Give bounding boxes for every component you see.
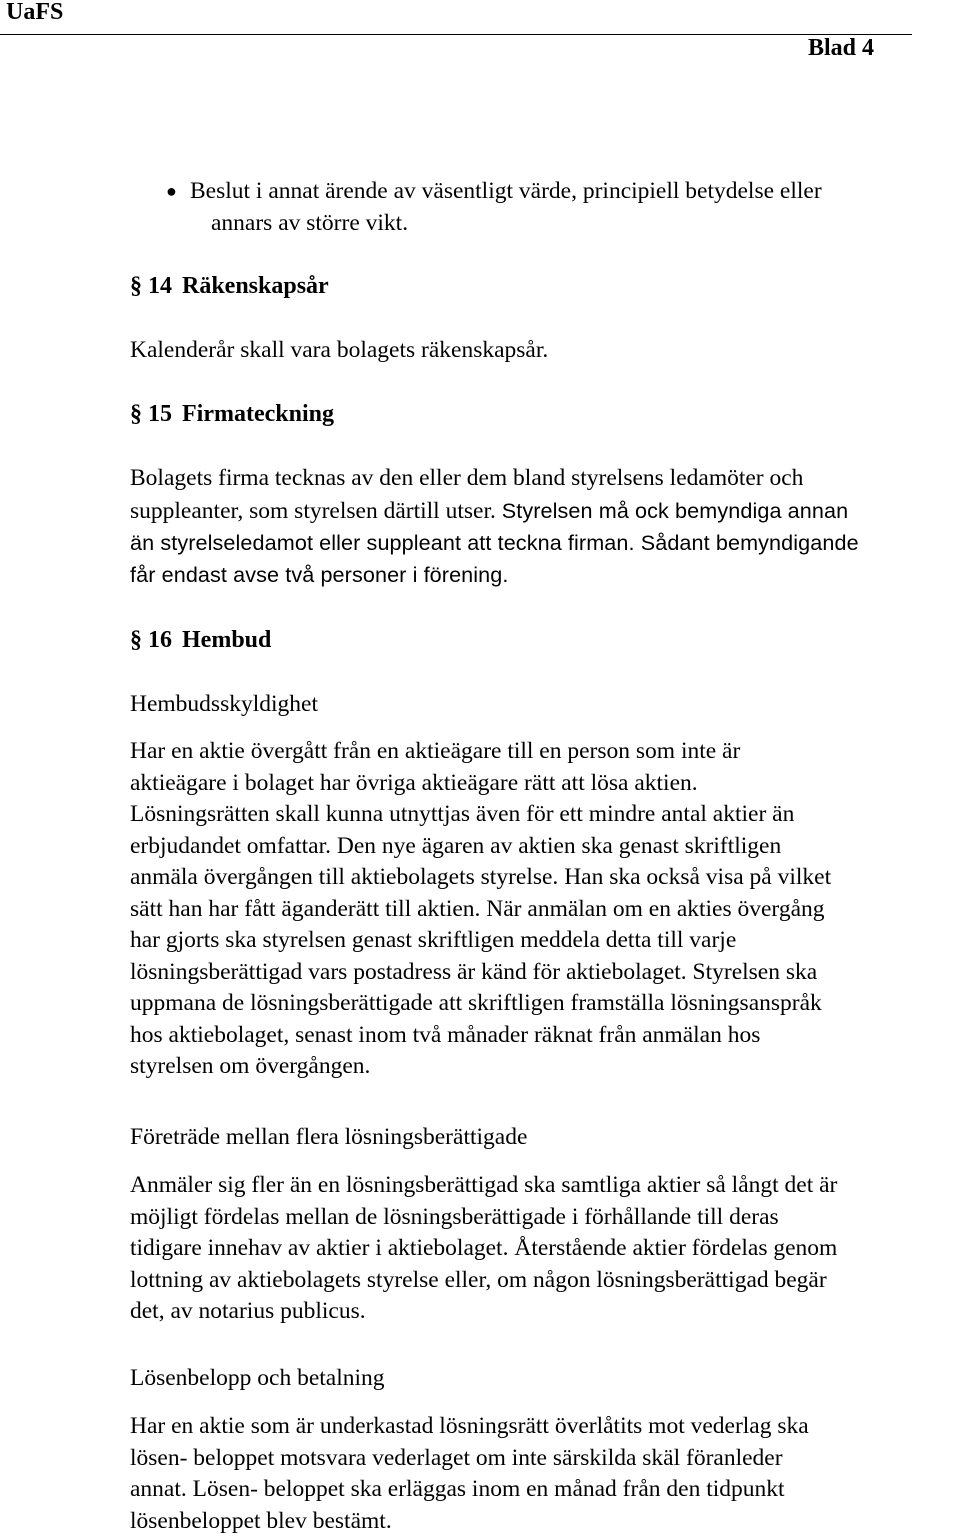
section-title: Räkenskapsår [182, 273, 329, 299]
section-symbol: § [130, 401, 142, 427]
paragraph-line [130, 894, 960, 926]
paragraph-line: har gjorts ska styrelsen genast skriftligen meddela detta till varje [130, 927, 737, 953]
paragraph-sentence: lösningsberättigad vars postadress är känd för aktiebolaget. [130, 958, 687, 985]
section-number: 14 [148, 273, 172, 299]
paragraph-line: möjligt fördelas mellan de lösningsberättigade i förhållande till deras [130, 1203, 779, 1230]
subheading-foretrade: Företräde mellan flera lösningsberättigade [130, 1124, 528, 1150]
section-symbol: § [130, 627, 142, 653]
paragraph-line: styrelsen om övergången. [130, 1053, 371, 1079]
paragraph-sentence: Styrelsen ska [692, 958, 818, 985]
paragraph-sentence: suppleanter, som styrelsen därtill utser. [130, 497, 496, 524]
section-title: Firmateckning [182, 401, 334, 427]
paragraph-line: lösen- beloppet motsvara vederlaget om inte särskilda skäl föranleder [130, 1444, 783, 1471]
paragraph-line: Har en aktie övergått från en aktieägare till en person som inte är [130, 738, 741, 764]
bullet-line: annars av större vikt. [211, 209, 409, 236]
paragraph-sentence: När anmälan om en akties övergång [486, 895, 825, 922]
paragraph-line [130, 957, 960, 989]
paragraph-line [130, 831, 960, 863]
paragraph-line: får endast avse två personer i förening. [130, 561, 509, 587]
section-16-paragraph-1 [130, 736, 960, 1083]
paragraph-line: Kalenderår skall vara bolagets räkenskapsår. [130, 337, 549, 363]
document-title: UaFS [6, 0, 64, 25]
paragraph-sentence: anmäla övergången till aktiebolagets styrelse. [130, 864, 559, 890]
section-14-text [130, 335, 960, 367]
section-number: 16 [148, 627, 172, 653]
section-16-paragraph-2 [130, 1170, 960, 1328]
paragraph-sentence-sans: Styrelsen må ock bemyndiga annan [501, 497, 849, 523]
section-16-paragraph-3 [130, 1411, 960, 1537]
paragraph-sentence: tidigare innehav av aktier i aktiebolaget. [130, 1235, 509, 1261]
paragraph-line: lösenbeloppet blev bestämt. [130, 1507, 392, 1534]
paragraph-line: det, av notarius publicus. [130, 1298, 366, 1324]
paragraph-sentence: erbjudandet omfattar. [130, 832, 331, 859]
paragraph-line: Anmäler sig fler än en lösningsberättigad ska samtliga aktier så långt det är [130, 1172, 838, 1198]
paragraph-sentence: Den nye ägaren av aktien ska genast skriftligen [336, 832, 782, 859]
paragraph-line: hos aktiebolaget, senast inom två månader räknat från anmälan hos [130, 1021, 761, 1048]
bullet-line: Beslut i annat ärende av väsentligt värde, principiell betydelse eller [190, 178, 822, 204]
bullet-icon: ● [166, 181, 177, 201]
section-title: Hembud [182, 627, 272, 653]
section-symbol: § [130, 273, 142, 299]
subheading-hembudsskyldighet: Hembudsskyldighet [130, 691, 318, 717]
paragraph-line [130, 495, 960, 528]
paragraph-sentence: Han ska också visa på vilket [564, 864, 832, 890]
section-number: 15 [148, 401, 172, 427]
section-heading-15 [130, 399, 334, 429]
paragraph-line: uppmana de lösningsberättigade att skriftligen framställa lösningsanspråk [130, 990, 822, 1016]
paragraph-sentence: sätt han har fått äganderätt till aktien. [130, 895, 481, 922]
page-header [0, 0, 912, 35]
paragraph-line: annat. Lösen- beloppet ska erläggas inom en månad från den tidpunkt [130, 1476, 785, 1502]
subheading-losenbelopp: Lösenbelopp och betalning [130, 1365, 385, 1391]
section-heading-16 [130, 625, 271, 655]
paragraph-line [130, 862, 960, 894]
paragraph-sentence: Återstående aktier fördelas genom [514, 1235, 838, 1261]
paragraph-line: Har en aktie som är underkastad lösningsrätt överlåtits mot vederlag ska [130, 1413, 809, 1439]
paragraph-line [130, 1233, 960, 1265]
paragraph-line: Lösningsrätten skall kunna utnyttjas även för ett mindre antal aktier än [130, 801, 795, 827]
paragraph-line: än styrelseledamot eller suppleant att teckna firman. Sådant bemyndigande [130, 530, 859, 555]
page-number: Blad 4 [808, 35, 875, 61]
section-heading-14 [130, 271, 329, 301]
paragraph-line: lottning av aktiebolagets styrelse eller, om någon lösningsberättigad begär [130, 1266, 827, 1293]
paragraph-line: Bolagets firma tecknas av den eller dem bland styrelsens ledamöter och [130, 465, 804, 491]
paragraph-line: aktieägare i bolaget har övriga aktieägare rätt att lösa aktien. [130, 769, 698, 796]
section-15-paragraph [130, 463, 960, 590]
bullet-text [190, 176, 960, 239]
